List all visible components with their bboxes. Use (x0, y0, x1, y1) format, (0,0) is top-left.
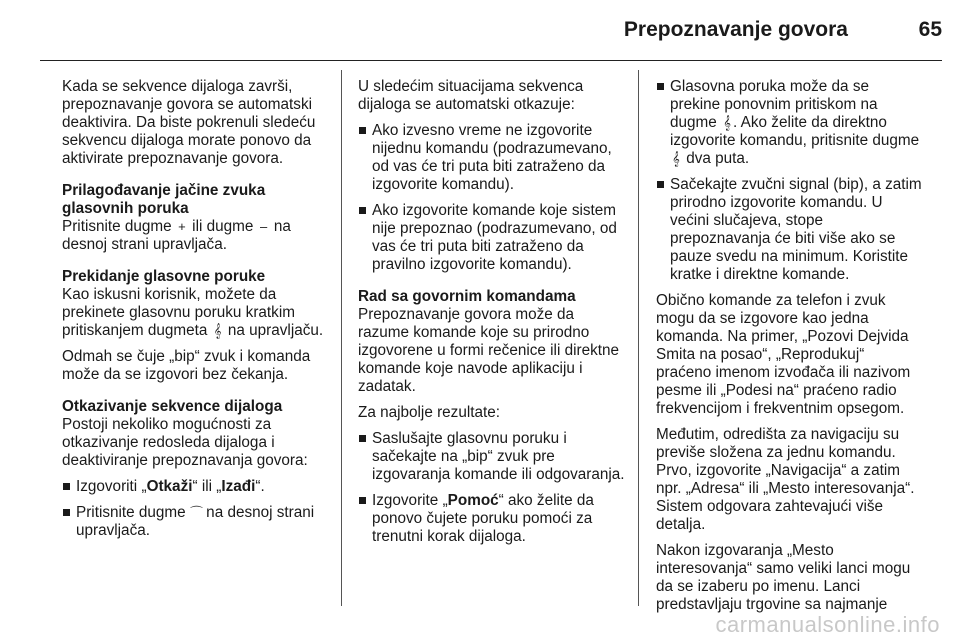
column-3 (656, 78, 922, 622)
list-item: Izgovoriti „Otkaži“ ili „Izađi“. (62, 478, 324, 496)
list-item: Sačekajte zvučni signal (bip), a zatim prirodno izgovorite komandu. U većini slučajeva, stope prepoznavanja će biti više ako se pauze svedu na minimum. Koristite kratke i direktne komande. (656, 176, 922, 284)
paragraph: Obično komande za telefon i zvuk mogu da se izgovore kao jedna komanda. Na primer, „Pozovi Dejvida Smita na posao“, „Reprodukuj“ praćeno imenom izvođača ili nazivom pesme ili „Podesi na“ praćeno radio frekvencijom i frekventnim opsegom. (656, 292, 911, 417)
voice-control-icon: 𝄞 (723, 115, 731, 130)
paragraph: Postoji nekoliko mogućnosti za otkazivanje redosleda dijaloga i deaktiviranje prepoznavanja govora: (62, 416, 308, 469)
paragraph: Pritisnite dugme + ili dugme – na desnoj strani upravljača. (62, 218, 291, 253)
minus-icon: – (260, 219, 268, 234)
section-heading-interrupt: Prekidanje glasovne poruke (62, 268, 266, 285)
list-item: Ako izgovorite komande koje sistem nije prepoznao (podrazumevano, od vas će tri puta biti zatraženo da pravilno izgovorite komandu). (358, 202, 626, 274)
list-item: Glasovna poruka može da se prekine ponovnim pritiskom na dugme 𝄞 . Ako želite da direktno izgovorite komandu, pritisnite dugme 𝄞 dva puta. (656, 78, 922, 168)
voice-control-icon: 𝄞 (213, 323, 222, 338)
paragraph: Kada se sekvence dijaloga završi, prepoznavanje govora se automatski deaktivira. Da biste pokrenuli sledeću sekvencu dijaloga morate ponovo da aktivirate prepoznavanje govora. (62, 78, 316, 167)
header-rule (40, 60, 942, 61)
column-divider-1 (341, 70, 342, 606)
list-item: Ako izvesno vreme ne izgovorite nijednu komandu (podrazumevano, od vas će tri puta biti zatraženo da izgovorite komandu). (358, 122, 626, 194)
column-1 (62, 78, 324, 548)
voice-control-icon: 𝄞 (672, 151, 680, 166)
paragraph: Odmah se čuje „bip“ zvuk i komanda može da se izgovori bez čekanja. (62, 348, 311, 383)
column-2 (358, 78, 626, 554)
plus-icon: + (178, 219, 186, 234)
paragraph: Prepoznavanje govora može da razume komande koje su prirodno izgovorene u formi rečenice ili direktne komande koje navode aplikaciju i zadatak. (358, 306, 620, 395)
section-heading-cancel: Otkazivanje sekvence dijaloga (62, 398, 283, 415)
list-item: Saslušajte glasovnu poruku i sačekajte na „bip“ zvuk pre izgovaranja komande ili odgovaranja. (358, 430, 626, 484)
paragraph: U sledećim situacijama sekvenca dijaloga se automatski otkazuje: (358, 78, 584, 113)
list-item: Pritisnite dugme ⌒ na desnoj strani upravljača. (62, 504, 324, 540)
paragraph: Kao iskusni korisnik, možete da prekinete glasovnu poruku kratkim pritiskanjem dugmeta 𝄞 na upravljaču. (62, 286, 324, 339)
paragraph: Međutim, odredišta za navigaciju su previše složena za jednu komandu. Prvo, izgovorite „Navigacija“ a zatim npr. „Adresa“ ili „Mesto interesovanja“. Sistem odgovara zahtevajući više detalja. (656, 426, 915, 533)
watermark: carmanualsonline.info (715, 612, 940, 637)
paragraph: Nakon izgovaranja „Mesto interesovanja“ samo veliki lanci mogu da se izaberu po imenu. Lanci predstavljaju trgovine sa najmanje (656, 542, 911, 613)
column-divider-2 (638, 70, 639, 606)
section-heading-voice-commands: Rad sa govornim komandama (358, 288, 576, 305)
page-number: 65 (918, 18, 942, 41)
paragraph: Za najbolje rezultate: (358, 404, 501, 421)
hang-up-icon: ⌒ (189, 505, 203, 520)
list-item: Izgovorite „Pomoć“ ako želite da ponovo čujete poruku pomoći za trenutni korak dijaloga. (358, 492, 626, 546)
page-header-title: Prepoznavanje govora (623, 18, 848, 41)
section-heading-volume: Prilagođavanje jačine zvuka glasovnih poruka (62, 182, 266, 217)
